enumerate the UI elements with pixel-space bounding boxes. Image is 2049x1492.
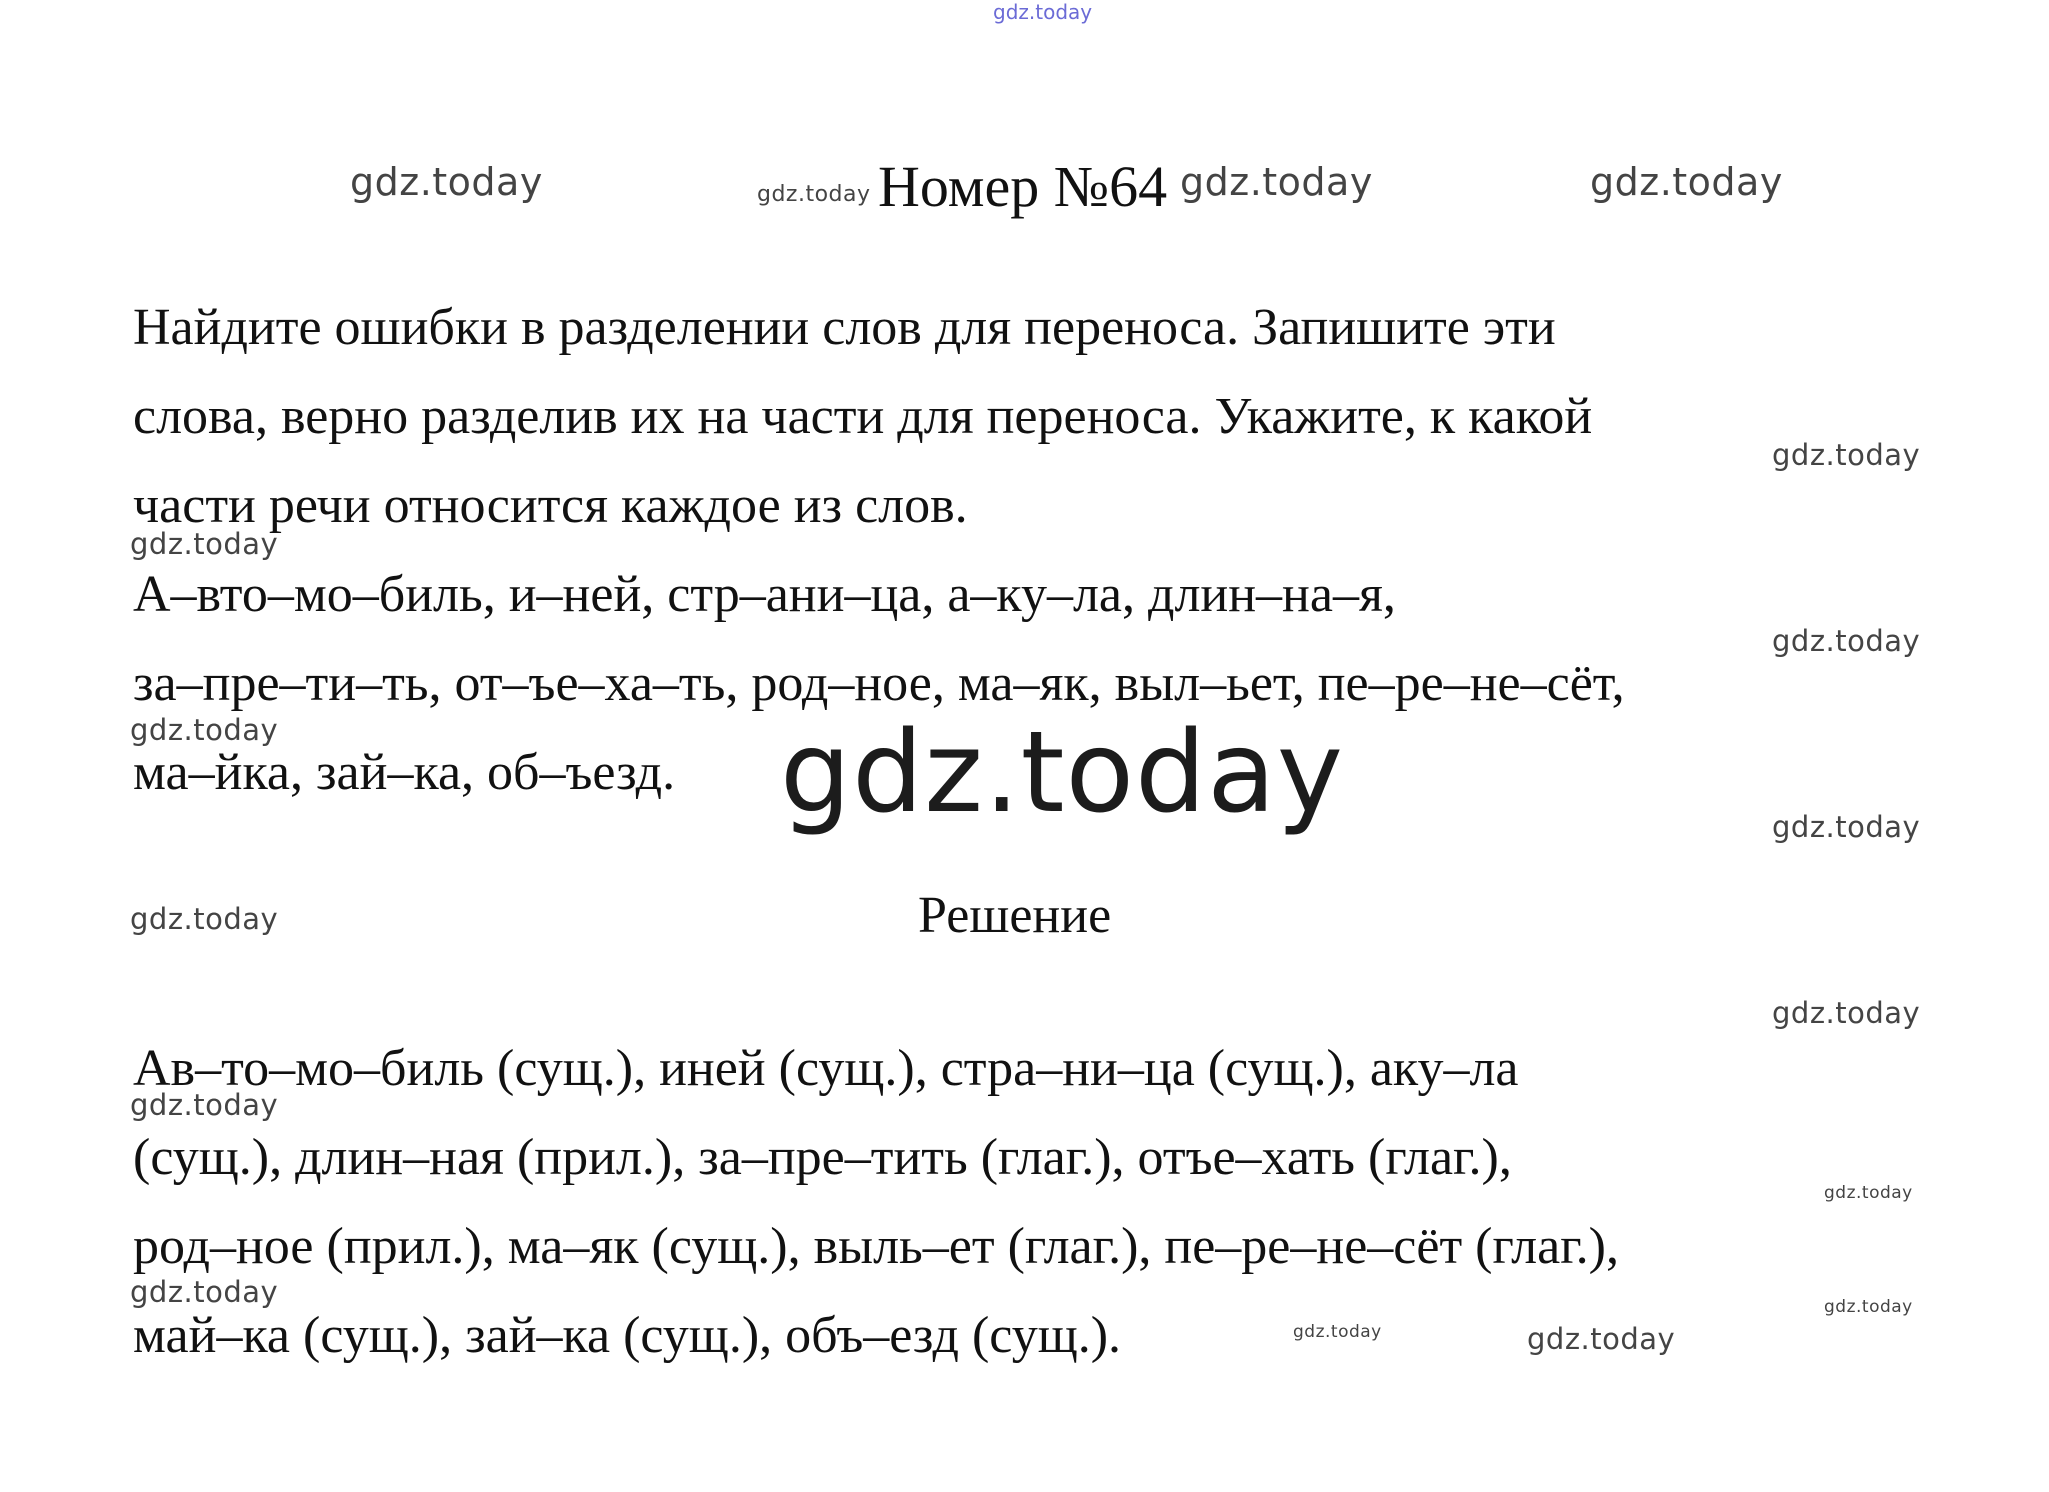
task-line: слова, верно разделив их на части для переноса. Укажите, к какой bbox=[133, 388, 1593, 445]
watermark-large: gdz.today bbox=[780, 708, 1345, 838]
watermark: gdz.today bbox=[130, 902, 279, 936]
watermark: gdz.today bbox=[1772, 810, 1921, 844]
watermark: gdz.today bbox=[1527, 1322, 1676, 1356]
watermark: gdz.today bbox=[130, 1275, 279, 1309]
solution-line: (сущ.), длин–ная (прил.), за–пре–тить (глаг.), отъе–хать (глаг.), bbox=[133, 1129, 1512, 1186]
watermark: gdz.today bbox=[350, 160, 543, 204]
task-line: А–вто–мо–биль, и–ней, стр–ани–ца, а–ку–ла, длин–на–я, bbox=[133, 566, 1396, 623]
task-line: Найдите ошибки в разделении слов для переноса. Запишите эти bbox=[133, 299, 1556, 356]
solution-line: род–ное (прил.), ма–як (сущ.), выль–ет (глаг.), пе–ре–не–сёт (глаг.), bbox=[133, 1218, 1619, 1275]
task-line: части речи относится каждое из слов. bbox=[133, 477, 968, 534]
watermark: gdz.today bbox=[1772, 996, 1921, 1030]
watermark: gdz.today bbox=[130, 527, 279, 561]
task-line: ма–йка, зай–ка, об–ъезд. bbox=[133, 744, 676, 801]
watermark: gdz.today bbox=[1824, 1297, 1913, 1317]
watermark: gdz.today bbox=[130, 1088, 279, 1122]
watermark: gdz.today bbox=[1293, 1322, 1382, 1342]
watermark: gdz.today bbox=[1180, 160, 1373, 204]
watermark: gdz.today bbox=[1824, 1183, 1913, 1203]
watermark: gdz.today bbox=[1772, 624, 1921, 658]
solution-line: май–ка (сущ.), зай–ка (сущ.), объ–езд (сущ.). bbox=[133, 1307, 1122, 1364]
watermark: gdz.today bbox=[130, 713, 279, 747]
solution-heading: Решение bbox=[918, 887, 1112, 944]
task-line: за–пре–ти–ть, от–ъе–ха–ть, род–ное, ма–як, выл–ьет, пе–ре–не–сёт, bbox=[133, 655, 1625, 712]
watermark: gdz.today bbox=[757, 182, 871, 207]
solution-line: Ав–то–мо–биль (сущ.), иней (сущ.), стра–ни–ца (сущ.), аку–ла bbox=[133, 1040, 1519, 1097]
page-title: Номер №64 bbox=[878, 154, 1168, 219]
watermark-top: gdz.today bbox=[993, 0, 1093, 24]
watermark: gdz.today bbox=[1590, 160, 1783, 204]
watermark: gdz.today bbox=[1772, 438, 1921, 472]
